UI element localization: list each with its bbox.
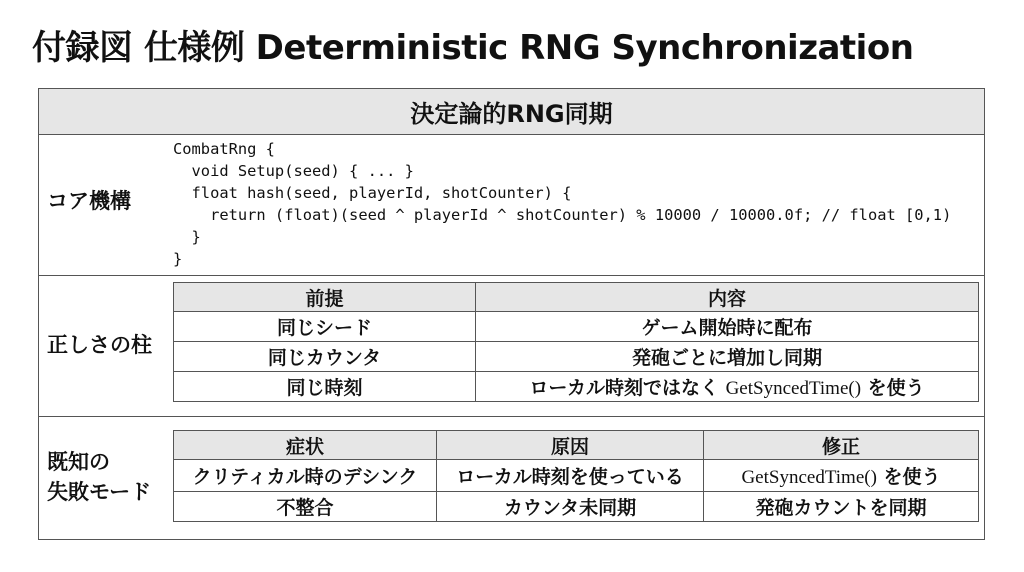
failures-header-symptom: 症状	[174, 431, 437, 460]
spec-title: 決定論的RNG同期	[39, 89, 984, 135]
failures-label-line: 既知の	[47, 450, 110, 474]
failures-header-cause: 原因	[437, 431, 704, 460]
pillar-content	[476, 372, 979, 402]
failures-label-line: 失敗モード	[47, 480, 152, 504]
pillar-content-text: ローカル時刻ではなく	[529, 377, 719, 399]
core-label: コア機構	[47, 189, 131, 213]
page-title: 付録図 仕様例 Deterministic RNG Synchronization	[32, 28, 914, 68]
code-line: float hash(seed, playerId, shotCounter) {	[173, 184, 572, 202]
failure-symptom: 不整合	[174, 492, 437, 522]
code-line: void Setup(seed) { ... }	[173, 162, 414, 180]
failure-cause: ローカル時刻を使っている	[437, 460, 704, 492]
pillars-table	[173, 282, 979, 402]
failures-section	[39, 416, 984, 541]
pillar-content-text: を使う	[867, 377, 925, 399]
failure-cause: カウンタ未同期	[437, 492, 704, 522]
failures-header-fix: 修正	[704, 431, 979, 460]
pillars-label: 正しさの柱	[47, 333, 152, 357]
table-row	[174, 492, 979, 522]
table-row	[174, 460, 979, 492]
failure-fix	[704, 460, 979, 492]
failure-fix-text: を使う	[883, 466, 941, 488]
pillar-content: ゲーム開始時に配布	[476, 312, 979, 342]
table-row	[174, 372, 979, 402]
code-line: }	[173, 228, 201, 246]
failure-symptom: クリティカル時のデシンク	[174, 460, 437, 492]
function-name: GetSyncedTime()	[725, 378, 862, 399]
core-section	[39, 134, 984, 276]
pillars-header-content: 内容	[476, 283, 979, 312]
code-block	[173, 138, 951, 270]
code-line: }	[173, 250, 183, 268]
function-name: GetSyncedTime()	[741, 467, 877, 488]
spec-table	[38, 88, 985, 540]
code-line: CombatRng {	[173, 140, 275, 158]
failures-label	[47, 447, 151, 507]
pillar-premise: 同じシード	[174, 312, 476, 342]
failure-fix: 発砲カウントを同期	[704, 492, 979, 522]
pillars-section	[39, 275, 984, 417]
failures-table	[173, 430, 979, 522]
pillar-content: 発砲ごとに増加し同期	[476, 342, 979, 372]
code-line: return (float)(seed ^ playerId ^ shotCounter) % 10000 / 10000.0f; // float [0,1)	[173, 206, 952, 224]
pillar-premise: 同じカウンタ	[174, 342, 476, 372]
pillars-header-premise: 前提	[174, 283, 476, 312]
table-row	[174, 342, 979, 372]
table-row	[174, 312, 979, 342]
pillar-premise: 同じ時刻	[174, 372, 476, 402]
